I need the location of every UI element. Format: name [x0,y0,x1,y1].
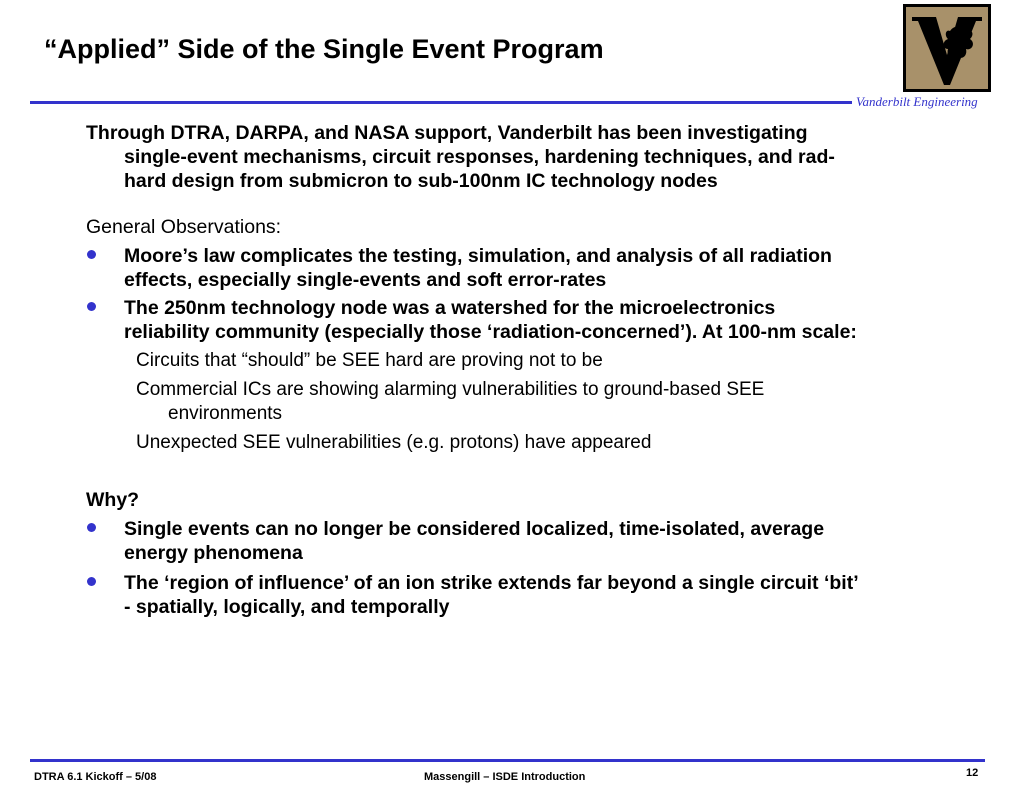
bullet-line: The ‘region of influence’ of an ion strike extends far beyond a single circuit ‘bit’ [124,572,859,594]
why-bullet [124,571,859,619]
why-heading: Why? [86,489,140,511]
intro-paragraph [86,121,835,193]
sub-item-line: Commercial ICs are showing alarming vulnerabilities to ground-based SEE [136,379,765,400]
sub-item [136,378,764,426]
bullet-line: Moore’s law complicates the testing, simulation, and analysis of all radiation [124,245,832,267]
bullet-line: - spatially, logically, and temporally [124,596,450,618]
footer-rule [30,759,985,762]
sub-item [136,349,603,373]
slide-title: “Applied” Side of the Single Event Program [44,34,604,64]
sub-item-line: Circuits that “should” be SEE hard are proving not to be [136,350,603,371]
sub-item-line: Unexpected SEE vulnerabilities (e.g. protons) have appeared [136,432,652,453]
why-bullet [124,517,824,565]
oak-leaf-v-icon [906,7,988,89]
bullet-line: reliability community (especially those ‘radiation-concerned’). At 100-nm scale: [124,321,857,343]
bullet-icon [87,523,96,532]
observation-bullet [124,244,832,292]
bullet-icon [87,250,96,259]
vanderbilt-logo [903,4,991,92]
bullet-line: energy phenomena [124,542,303,564]
footer-event: DTRA 6.1 Kickoff – 5/08 [34,771,157,783]
page-number: 12 [966,767,979,779]
sub-item [136,431,651,455]
bullet-icon [87,577,96,586]
header-rule [30,101,852,104]
bullet-line: effects, especially single-events and soft error-rates [124,269,607,291]
sub-item-line: environments [168,403,283,424]
intro-line: single-event mechanisms, circuit responses, hardening techniques, and rad- [124,146,835,168]
observations-heading: General Observations: [86,216,282,238]
observation-bullet [124,296,857,344]
footer-presenter: Massengill – ISDE Introduction [424,771,586,783]
affiliation-label: Vanderbilt Engineering [856,94,978,109]
bullet-icon [87,302,96,311]
intro-line: hard design from submicron to sub-100nm IC technology nodes [124,170,718,192]
intro-line: Through DTRA, DARPA, and NASA support, Vanderbilt has been investigating [86,122,808,144]
bullet-line: Single events can no longer be considered localized, time-isolated, average [124,518,825,540]
bullet-line: The 250nm technology node was a watershed for the microelectronics [124,297,776,319]
